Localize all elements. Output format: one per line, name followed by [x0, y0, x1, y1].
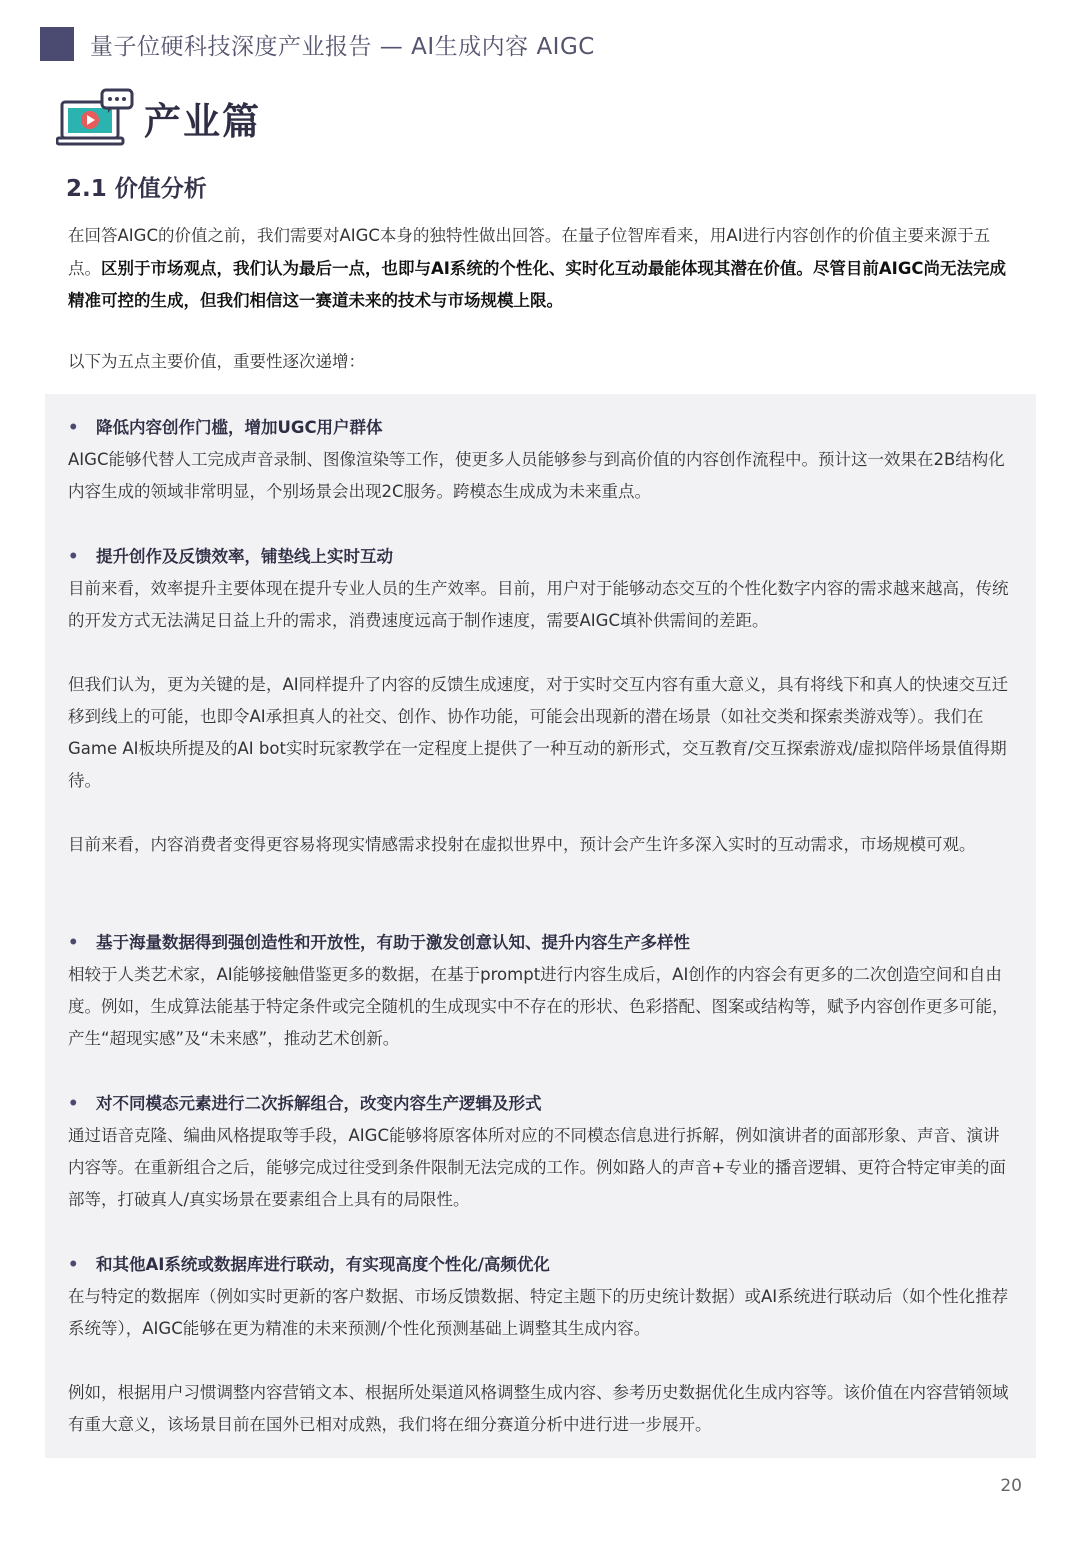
- video-screen-chat-icon: [56, 88, 136, 148]
- bullet-icon: •: [68, 1255, 79, 1274]
- value-item-title-text: 和其他AI系统或数据库进行联动，有实现高度个性化/高频优化: [96, 1255, 550, 1274]
- value-item-2: [68, 541, 1013, 861]
- value-item-title-text: 提升创作及反馈效率，铺垫线上实时互动: [96, 547, 393, 566]
- report-header: [40, 26, 595, 62]
- value-item-paragraph: 相较于人类艺术家，AI能够接触借鉴更多的数据，在基于prompt进行内容生成后，AI创作的内容会有更多的二次创造空间和自由度。例如，生成算法能基于特定条件或完全随机的生成现实中不存在的形状、色彩搭配、图案或结构等，赋予内容创作更多可能，产生“超现实感”及“未来感”，推动艺术创新。: [68, 965, 1009, 1048]
- bullet-icon: •: [68, 933, 79, 952]
- intro-text: 在回答AIGC的价值之前，我们需要对AIGC本身的独特性做出回答。在量子位智库看来，用AI进行内容创作的价值主要来源于五点。: [68, 226, 991, 278]
- value-item-3: [68, 927, 1013, 1055]
- value-item-title: [68, 541, 1013, 573]
- value-item-paragraph: 在与特定的数据库（例如实时更新的客户数据、市场反馈数据、特定主题下的历史统计数据）或AI系统进行联动后（如个性化推荐系统等），AIGC能够在更为精准的未来预测/个性化预测基础上调整其生成内容。: [68, 1287, 1009, 1338]
- value-item-title-text: 降低内容创作门槛，增加UGC用户群体: [96, 418, 383, 437]
- bullet-icon: •: [68, 1094, 79, 1113]
- value-item-5: [68, 1249, 1013, 1441]
- value-item-title: [68, 927, 1013, 959]
- value-item-paragraph: 目前来看，效率提升主要体现在提升专业人员的生产效率。目前，用户对于能够动态交互的个性化数字内容的需求越来越高，传统的开发方式无法满足日益上升的需求，消费速度远高于制作速度，需要AIGC填补供需间的差距。: [68, 579, 1009, 630]
- value-item-title: [68, 412, 1013, 444]
- value-item-1: [68, 412, 1013, 508]
- value-item-paragraph: 但我们认为，更为关键的是，AI同样提升了内容的反馈生成速度，对于实时交互内容有重大意义，具有将线下和真人的快速交互迁移到线上的可能，也即令AI承担真人的社交、创作、协作功能，可能会出现新的潜在场景（如社交类和探索类游戏等）。我们在Game AI板块所提及的AI bot实时玩家教学在一定程度上提供了一种互动的新形式，交互教育/交互探索游戏/虚拟陪伴场景值得期待。: [68, 675, 1009, 790]
- value-item-title-text: 对不同模态元素进行二次拆解组合，改变内容生产逻辑及形式: [96, 1094, 542, 1113]
- value-item-paragraph: 目前来看，内容消费者变得更容易将现实情感需求投射在虚拟世界中，预计会产生许多深入实时的互动需求，市场规模可观。: [68, 835, 976, 854]
- lead-sentence: 以下为五点主要价值，重要性逐次递增：: [68, 352, 365, 371]
- intro-emphasis: 区别于市场观点，我们认为最后一点，也即与AI系统的个性化、实时化互动最能体现其潜在价值。尽管目前AIGC尚无法完成精准可控的生成，但我们相信这一赛道未来的技术与市场规模上限。: [68, 258, 1006, 310]
- value-item-4: [68, 1088, 1013, 1216]
- page-number: 20: [1000, 1476, 1022, 1496]
- value-item-title: [68, 1249, 1013, 1281]
- bullet-icon: •: [68, 418, 79, 437]
- section-title: 产业篇: [144, 100, 261, 143]
- bullet-icon: •: [68, 547, 79, 566]
- subsection-title: 2.1 价值分析: [66, 176, 207, 202]
- value-item-paragraph: 例如，根据用户习惯调整内容营销文本、根据所处渠道风格调整生成内容、参考历史数据优化生成内容等。该价值在内容营销领域有重大意义，该场景目前在国外已相对成熟，我们将在细分赛道分析中进行进一步展开。: [68, 1383, 1009, 1434]
- value-item-paragraph: AIGC能够代替人工完成声音录制、图像渲染等工作，使更多人员能够参与到高价值的内容创作流程中。预计这一效果在2B结构化内容生成的领域非常明显，个别场景会出现2C服务。跨模态生成成为未来重点。: [68, 450, 1005, 501]
- header-square-icon: [40, 27, 74, 61]
- value-item-title: [68, 1088, 1013, 1120]
- values-panel: [45, 394, 1036, 1458]
- value-item-paragraph: 通过语音克隆、编曲风格提取等手段，AIGC能够将原客体所对应的不同模态信息进行拆解，例如演讲者的面部形象、声音、演讲内容等。在重新组合之后，能够完成过往受到条件限制无法完成的工作。例如路人的声音+专业的播音逻辑、更符合特定审美的面部等，打破真人/真实场景在要素组合上具有的局限性。: [68, 1126, 1006, 1209]
- value-item-title-text: 基于海量数据得到强创造性和开放性，有助于激发创意认知、提升内容生产多样性: [96, 933, 690, 952]
- section-heading: [56, 88, 261, 148]
- report-title: 量子位硬科技深度产业报告 — AI生成内容 AIGC: [90, 33, 595, 60]
- intro-paragraph: [68, 220, 1018, 318]
